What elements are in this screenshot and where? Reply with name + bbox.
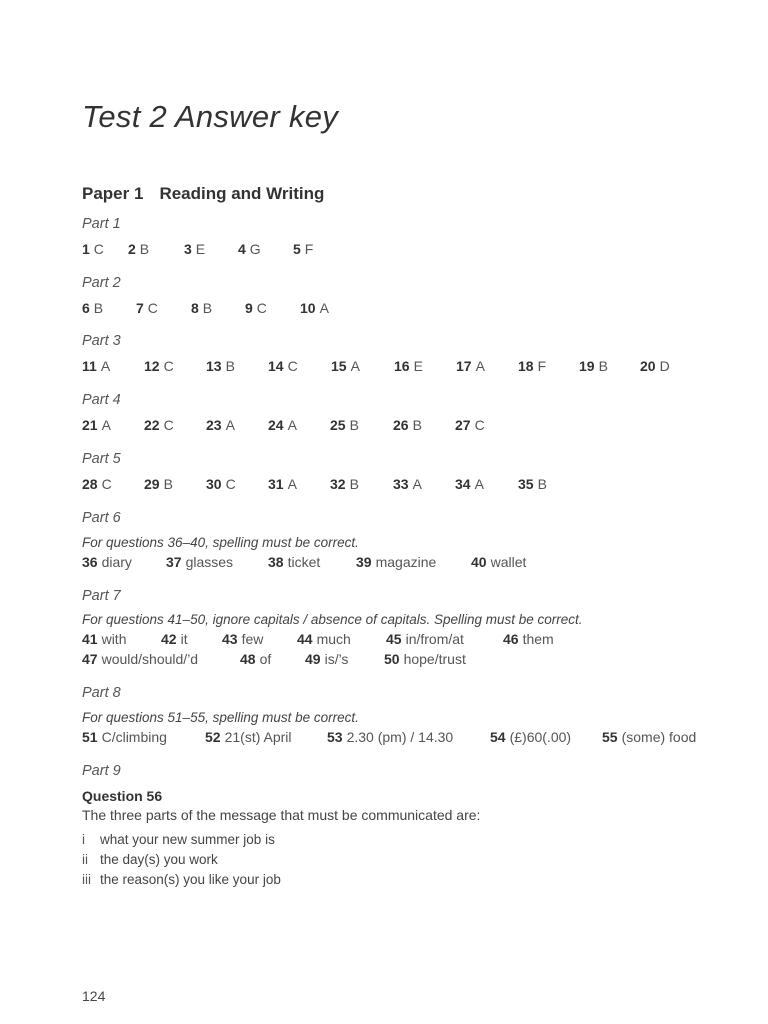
answer-number: 23 (206, 417, 222, 433)
answer-item (268, 476, 297, 492)
answer-number: 27 (455, 417, 471, 433)
answer-item (238, 241, 261, 257)
answer-value: B (412, 417, 422, 433)
answer-item (456, 358, 485, 374)
answer-number: 5 (293, 241, 301, 257)
answer-number: 9 (245, 300, 253, 316)
answer-number: 18 (518, 358, 534, 374)
answer-item (297, 631, 351, 647)
answer-value: C (147, 300, 158, 316)
answer-item (455, 417, 485, 433)
answer-number: 41 (82, 631, 98, 647)
answer-value: B (598, 358, 608, 374)
answer-value: ticket (287, 554, 321, 570)
answer-value: B (202, 300, 213, 316)
answer-item (206, 417, 235, 433)
answer-value: D (659, 358, 670, 374)
answer-number: 20 (640, 358, 656, 374)
answer-value: A (475, 358, 485, 374)
answer-number: 8 (191, 300, 199, 316)
answer-number: 36 (82, 554, 98, 570)
answer-item (471, 554, 526, 570)
answer-item (82, 358, 110, 374)
answer-item (305, 651, 348, 667)
answer-item (222, 631, 263, 647)
answer-value: in/from/at (405, 631, 464, 647)
answer-item (206, 358, 235, 374)
answer-number: 13 (206, 358, 222, 374)
answer-number: 45 (386, 631, 402, 647)
requirement-item (82, 872, 281, 887)
answer-number: 21 (82, 417, 98, 433)
answer-item (356, 554, 436, 570)
answer-value: B (163, 476, 173, 492)
answer-number: 52 (205, 729, 221, 745)
answer-number: 49 (305, 651, 321, 667)
answer-number: 35 (518, 476, 534, 492)
answer-value: F (537, 358, 547, 374)
page-number: 124 (82, 988, 106, 1004)
answer-value: A (474, 476, 484, 492)
answer-value: F (304, 241, 314, 257)
answer-number: 47 (82, 651, 98, 667)
answer-value: C (474, 417, 485, 433)
answer-value: is/’s (324, 651, 349, 667)
answer-number: 25 (330, 417, 346, 433)
roman-numeral: i (82, 832, 85, 847)
answer-value: it (180, 631, 188, 647)
answer-value: diary (101, 554, 132, 570)
answer-number: 3 (184, 241, 192, 257)
answer-item (579, 358, 608, 374)
answer-value: C (225, 476, 236, 492)
answer-item (455, 476, 484, 492)
requirement-text: the day(s) you work (100, 852, 218, 867)
answer-number: 46 (503, 631, 519, 647)
answer-number: 1 (82, 241, 90, 257)
answer-item (166, 554, 233, 570)
answer-item (327, 729, 453, 745)
answer-number: 11 (82, 358, 97, 374)
answer-item (128, 241, 149, 257)
answer-value: with (101, 631, 127, 647)
answer-number: 44 (297, 631, 313, 647)
answer-value: magazine (375, 554, 437, 570)
part-7-label: Part 7 (82, 588, 121, 604)
answer-item (394, 358, 423, 374)
answer-item (82, 651, 198, 667)
answer-item (518, 476, 547, 492)
answer-value: them (522, 631, 554, 647)
part-7-note: For questions 41–50, ignore capitals / absence of capitals. Spelling must be correct. (82, 612, 583, 627)
answer-item (245, 300, 267, 316)
answer-number: 14 (268, 358, 284, 374)
answer-number: 42 (161, 631, 177, 647)
answer-number: 33 (393, 476, 409, 492)
answer-value: A (225, 417, 235, 433)
answer-value: 2.30 (pm) / 14.30 (346, 729, 454, 745)
answer-value: E (413, 358, 423, 374)
question-56-heading: Question 56 (82, 788, 163, 804)
answer-value: B (225, 358, 235, 374)
answer-value: C (287, 358, 298, 374)
answer-value: A (101, 417, 111, 433)
answer-number: 26 (393, 417, 409, 433)
answer-value: A (319, 300, 329, 316)
answer-number: 10 (300, 300, 316, 316)
answer-number: 7 (136, 300, 144, 316)
answer-item (384, 651, 466, 667)
answer-value: few (241, 631, 264, 647)
paper-name: Reading and Writing (159, 184, 325, 203)
answer-value: A (287, 417, 297, 433)
roman-numeral: iii (82, 872, 91, 887)
part-3-label: Part 3 (82, 333, 121, 349)
answer-item (82, 241, 104, 257)
answer-number: 32 (330, 476, 346, 492)
answer-item (144, 476, 173, 492)
answer-item (268, 417, 297, 433)
part-4-label: Part 4 (82, 392, 121, 408)
answer-item (293, 241, 313, 257)
part-2-label: Part 2 (82, 275, 121, 291)
paper-heading (82, 184, 324, 204)
answer-number: 16 (394, 358, 410, 374)
answer-item (184, 241, 205, 257)
answer-value: B (93, 300, 104, 316)
answer-value: E (195, 241, 206, 257)
answer-item (82, 729, 167, 745)
requirement-text: what your new summer job is (100, 832, 275, 847)
answer-item (82, 554, 132, 570)
part-5-label: Part 5 (82, 451, 121, 467)
answer-number: 50 (384, 651, 400, 667)
answer-item (82, 631, 126, 647)
answer-number: 39 (356, 554, 372, 570)
answer-value: glasses (185, 554, 234, 570)
answer-item (331, 358, 360, 374)
answer-item (268, 554, 320, 570)
answer-value: 21(st) April (224, 729, 292, 745)
part-1-label: Part 1 (82, 216, 121, 232)
answer-item (144, 417, 174, 433)
answer-value: C (101, 476, 112, 492)
answer-number: 15 (331, 358, 347, 374)
part-8-label: Part 8 (82, 685, 121, 701)
answer-item (386, 631, 464, 647)
answer-value: (£)60(.00) (509, 729, 572, 745)
answer-number: 2 (128, 241, 136, 257)
answer-value: A (350, 358, 360, 374)
answer-number: 31 (268, 476, 284, 492)
answer-item (393, 476, 422, 492)
answer-item (640, 358, 670, 374)
answer-value: A (100, 358, 111, 374)
answer-number: 48 (240, 651, 256, 667)
answer-item (518, 358, 546, 374)
answer-item (490, 729, 571, 745)
answer-value: much (316, 631, 351, 647)
answer-number: 40 (471, 554, 487, 570)
answer-value: C (93, 241, 104, 257)
requirement-item (82, 832, 275, 847)
answer-value: would/should/’d (101, 651, 199, 667)
answer-value: B (537, 476, 547, 492)
page-title: Test 2 Answer key (82, 98, 339, 134)
answer-value: C/climbing (101, 729, 167, 745)
requirement-item (82, 852, 218, 867)
part-8-note: For questions 51–55, spelling must be correct. (82, 710, 359, 725)
paper-number: Paper 1 (82, 184, 144, 203)
answer-value: G (249, 241, 261, 257)
answer-item (205, 729, 292, 745)
answer-value: C (256, 300, 267, 316)
answer-item (602, 729, 696, 745)
answer-value: C (163, 358, 174, 374)
answer-value: A (412, 476, 422, 492)
answer-item (82, 300, 103, 316)
answer-value: hope/trust (403, 651, 466, 667)
answer-number: 17 (456, 358, 472, 374)
part-6-note: For questions 36–40, spelling must be correct. (82, 535, 359, 550)
answer-item (393, 417, 422, 433)
answer-item (300, 300, 329, 316)
answer-item (136, 300, 158, 316)
answer-item (191, 300, 212, 316)
answer-item (330, 417, 359, 433)
answer-number: 53 (327, 729, 343, 745)
part-6-label: Part 6 (82, 510, 121, 526)
requirement-text: the reason(s) you like your job (100, 872, 281, 887)
answer-value: wallet (490, 554, 527, 570)
answer-number: 51 (82, 729, 98, 745)
answer-value: B (349, 476, 359, 492)
answer-value: A (287, 476, 297, 492)
part-9-label: Part 9 (82, 763, 121, 779)
answer-number: 43 (222, 631, 238, 647)
answer-number: 24 (268, 417, 284, 433)
answer-number: 12 (144, 358, 160, 374)
answer-number: 37 (166, 554, 182, 570)
answer-item (82, 417, 111, 433)
answer-value: B (139, 241, 150, 257)
answer-item (144, 358, 174, 374)
answer-number: 22 (144, 417, 160, 433)
answer-item (330, 476, 359, 492)
answer-number: 4 (238, 241, 246, 257)
answer-value: of (259, 651, 272, 667)
answer-number: 19 (579, 358, 595, 374)
answer-item (268, 358, 298, 374)
answer-number: 38 (268, 554, 284, 570)
answer-item (503, 631, 554, 647)
answer-number: 55 (602, 729, 618, 745)
answer-number: 34 (455, 476, 471, 492)
answer-number: 6 (82, 300, 90, 316)
answer-item (161, 631, 188, 647)
answer-value: (some) food (621, 729, 697, 745)
answer-number: 29 (144, 476, 160, 492)
question-56-intro: The three parts of the message that must be communicated are: (82, 807, 481, 823)
roman-numeral: ii (82, 852, 88, 867)
answer-item (82, 476, 112, 492)
answer-number: 30 (206, 476, 222, 492)
answer-item (206, 476, 236, 492)
answer-value: C (163, 417, 174, 433)
answer-number: 28 (82, 476, 98, 492)
answer-value: B (349, 417, 359, 433)
answer-number: 54 (490, 729, 506, 745)
answer-item (240, 651, 271, 667)
